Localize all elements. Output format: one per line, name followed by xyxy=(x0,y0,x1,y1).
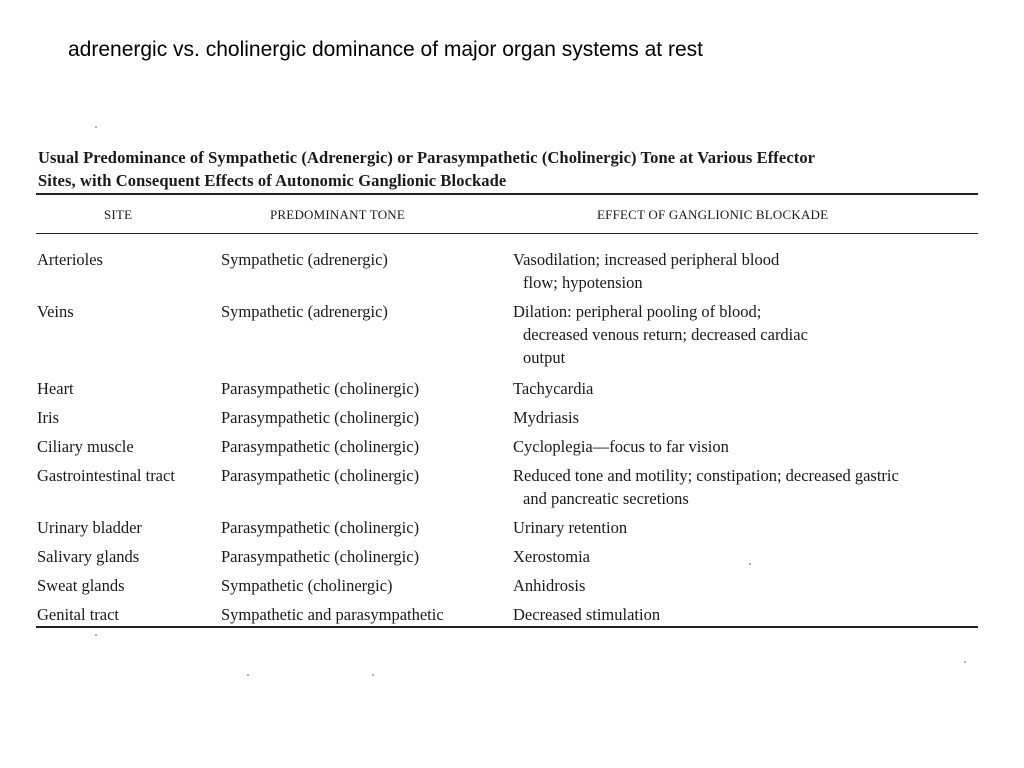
tone-cell: Sympathetic (adrenergic) xyxy=(221,302,388,321)
effect-cell xyxy=(513,603,979,626)
effect-line: flow; hypotension xyxy=(523,273,643,292)
effect-line: Dilation: peripheral pooling of blood; xyxy=(513,302,762,321)
table-caption-line: Usual Predominance of Sympathetic (Adrenergic) or Parasympathetic (Cholinergic) Tone at Various Effector xyxy=(38,148,816,167)
effect-line: Anhidrosis xyxy=(513,576,586,595)
slide-title: adrenergic vs. cholinergic dominance of major organ systems at rest xyxy=(68,38,703,61)
site-cell: Gastrointestinal tract xyxy=(37,466,175,485)
tone-cell: Sympathetic and parasympathetic xyxy=(221,605,444,624)
site-cell: Ciliary muscle xyxy=(37,437,134,456)
site-cell: Iris xyxy=(37,408,59,427)
column-header-tone: PREDOMINANT TONE xyxy=(270,207,406,222)
header-rule xyxy=(36,233,978,234)
effect-line: output xyxy=(523,348,566,367)
tone-cell: Parasympathetic (cholinergic) xyxy=(221,408,420,427)
effect-cell xyxy=(513,545,979,568)
effect-line: Cycloplegia—focus to far vision xyxy=(513,437,729,456)
tone-cell: Parasympathetic (cholinergic) xyxy=(221,437,420,456)
site-cell: Urinary bladder xyxy=(37,518,142,537)
scan-speck xyxy=(372,674,374,676)
tone-cell: Parasympathetic (cholinergic) xyxy=(221,466,420,485)
column-header-site: SITE xyxy=(104,207,133,222)
effect-line: Urinary retention xyxy=(513,518,628,537)
effect-line: decreased venous return; decreased cardiac xyxy=(523,325,808,344)
site-cell: Salivary glands xyxy=(37,547,140,566)
effect-cell xyxy=(513,377,979,400)
table-top-rule xyxy=(36,193,978,195)
scan-speck xyxy=(247,674,249,676)
effect-line: and pancreatic secretions xyxy=(523,489,689,508)
scan-speck xyxy=(95,634,97,636)
tone-cell: Sympathetic (adrenergic) xyxy=(221,250,388,269)
scan-speck xyxy=(95,126,97,128)
effect-cell xyxy=(513,300,979,369)
tone-cell: Parasympathetic (cholinergic) xyxy=(221,547,420,566)
effect-line: Decreased stimulation xyxy=(513,605,661,624)
scan-speck xyxy=(964,661,966,663)
effect-line: Tachycardia xyxy=(513,379,594,398)
table-caption xyxy=(38,146,968,192)
effect-line: Vasodilation; increased peripheral blood xyxy=(513,250,780,269)
table-bottom-rule xyxy=(36,626,978,628)
effect-cell xyxy=(513,464,979,510)
tone-cell: Sympathetic (cholinergic) xyxy=(221,576,393,595)
effect-line: Reduced tone and motility; constipation; decreased gastric xyxy=(513,466,899,485)
site-cell: Heart xyxy=(37,379,74,398)
effect-cell xyxy=(513,574,979,597)
tone-cell: Parasympathetic (cholinergic) xyxy=(221,518,420,537)
table-caption-line: Sites, with Consequent Effects of Autonomic Ganglionic Blockade xyxy=(38,171,507,190)
column-header-effect: EFFECT OF GANGLIONIC BLOCKADE xyxy=(597,207,829,222)
scan-speck xyxy=(749,563,751,565)
site-cell: Sweat glands xyxy=(37,576,125,595)
effect-cell xyxy=(513,248,979,294)
effect-line: Mydriasis xyxy=(513,408,579,427)
effect-cell xyxy=(513,516,979,539)
effect-cell xyxy=(513,406,979,429)
effect-cell xyxy=(513,435,979,458)
site-cell: Veins xyxy=(37,302,74,321)
tone-cell: Parasympathetic (cholinergic) xyxy=(221,379,420,398)
effect-line: Xerostomia xyxy=(513,547,590,566)
site-cell: Genital tract xyxy=(37,605,120,624)
site-cell: Arterioles xyxy=(37,250,103,269)
